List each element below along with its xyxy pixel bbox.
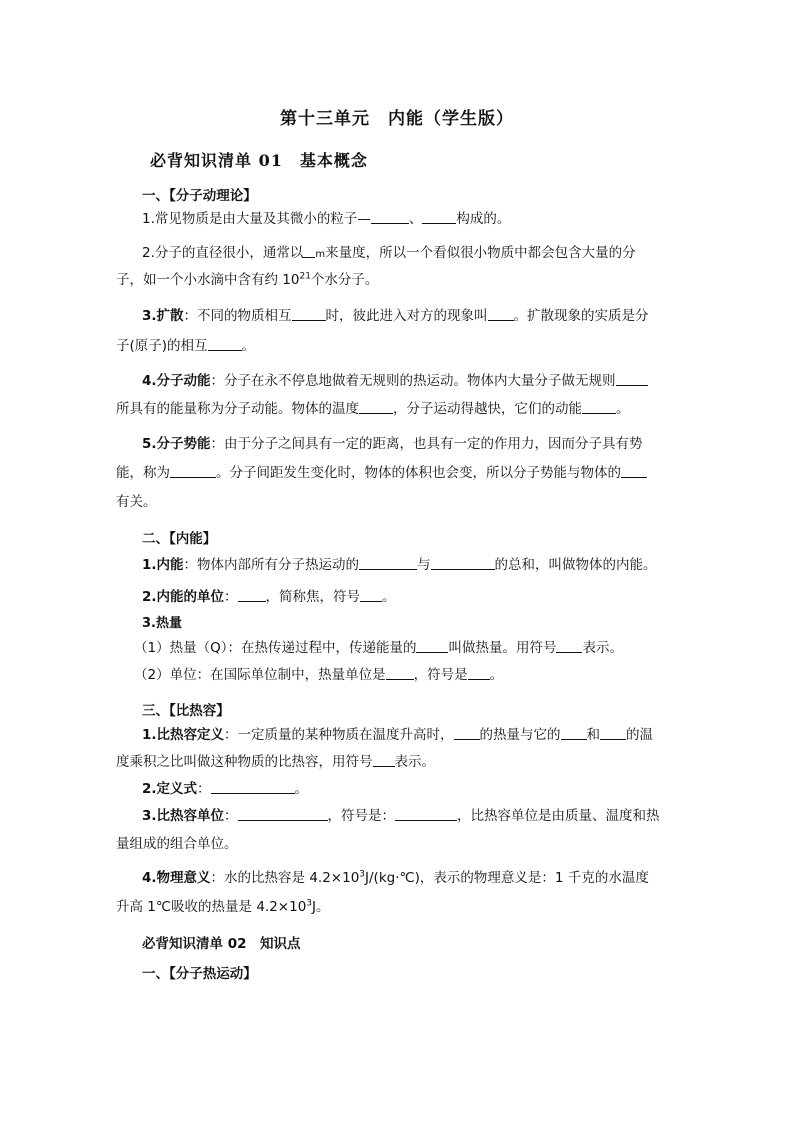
blank [616,372,648,386]
item-1-2-cont: 子，如一个小水滴中含有约 $10^{21}$个水分子。 [116,271,379,288]
blank [561,726,587,740]
blank [395,807,457,821]
item-1-1: 1.常见物质是由大量及其微小的粒子— 、 构成的。 [142,211,511,227]
heading-molecular-theory: 一、【分子动理论】 [142,188,257,204]
blank [371,210,409,224]
item-1-3: 3.扩散：不同的物质相互 时，彼此进入对方的现象叫 。扩散现象的实质是分 [142,308,649,324]
blank [208,337,242,351]
blank [582,400,616,414]
heading-internal-energy: 二、【内能】 [142,531,217,547]
item-1-3-cont: 子(原子)的相互 。 [116,338,256,354]
blank [386,666,414,680]
item-3-1-cont: 度乘积之比叫做这种物质的比热容，用符号 表示。 [116,754,435,770]
blank [292,307,326,321]
item-3-4: 4.物理意义：水的比热容是 $4.2\times 10^3J/(kg\cdot℃)$，表示的物理意义是：1 千克的水温度 [142,869,649,886]
heading-specific-heat: 三、【比热容】 [142,703,230,719]
blank [359,556,417,570]
blank [170,464,216,478]
item-2-1: 1.内能：物体内部所有分子热运动的 与 的总和，叫做物体的内能。 [142,557,657,573]
item-2-3-1: （1）热量（Q）：在热传递过程中，传递能量的 叫做热量。用符号 表示。 [134,640,623,656]
blank [359,400,393,414]
blank [416,639,448,653]
item-2-2: 2.内能的单位： ，简称焦，符号 。 [142,589,396,605]
item-2-3-2: （2）单位：在国际单位制中，热量单位是 ，符号是 。 [134,667,504,683]
blank [431,556,495,570]
item-3-3-cont: 量组成的组合单位。 [116,836,238,852]
blank [488,307,514,321]
item-3-1: 1.比热容定义：一定质量的某种物质在温度升高时， 的热量与它的 和 的温 [142,727,654,743]
blank [238,807,328,821]
blank [360,588,382,602]
blank [373,753,395,767]
blank [211,780,295,794]
item-3-3: 3.比热容单位： ，符号是： ，比热容单位是由质量、温度和热 [142,808,660,824]
blank [621,464,647,478]
blank [600,726,626,740]
item-3-4-cont: 升高 1℃吸收的热量是 $4.2\times 10^3J$。 [116,898,330,915]
item-3-2: 2.定义式： 。 [142,781,309,797]
blank [303,244,315,258]
item-1-2: 2.分子的直径很小，通常以 m来量度，所以一个看似很小物质中都会包含大量的分 [142,245,636,261]
blank [238,588,266,602]
blank [468,666,490,680]
blank [422,210,456,224]
item-1-4-cont: 所具有的能量称为分子动能。物体的温度 ，分子运动得越快，它们的动能 。 [116,401,630,417]
heading-molecular-motion: 一、【分子热运动】 [142,966,257,982]
blank [454,726,480,740]
item-1-4: 4.分子动能：分子在永不停息地做着无规则的热运动。物体内大量分子做无规则 [142,371,676,391]
item-2-3-label: 3.热量 [142,616,182,631]
blank [556,639,582,653]
item-1-5: 5.分子势能：由于分子之间具有一定的距离，也具有一定的作用力，因而分子具有势 [142,436,643,452]
section-title-list-02: 必背知识清单 02 知识点 [142,936,301,952]
item-1-5-end: 有关。 [116,494,157,510]
item-1-5-cont: 能，称为 。分子间距发生变化时，物体的体积也会变，所以分子势能与物体的 [116,463,676,483]
document-title: 第十三单元 内能（学生版） [280,109,514,129]
section-title-list-01: 必背知识清单 01 基本概念 [150,151,368,170]
